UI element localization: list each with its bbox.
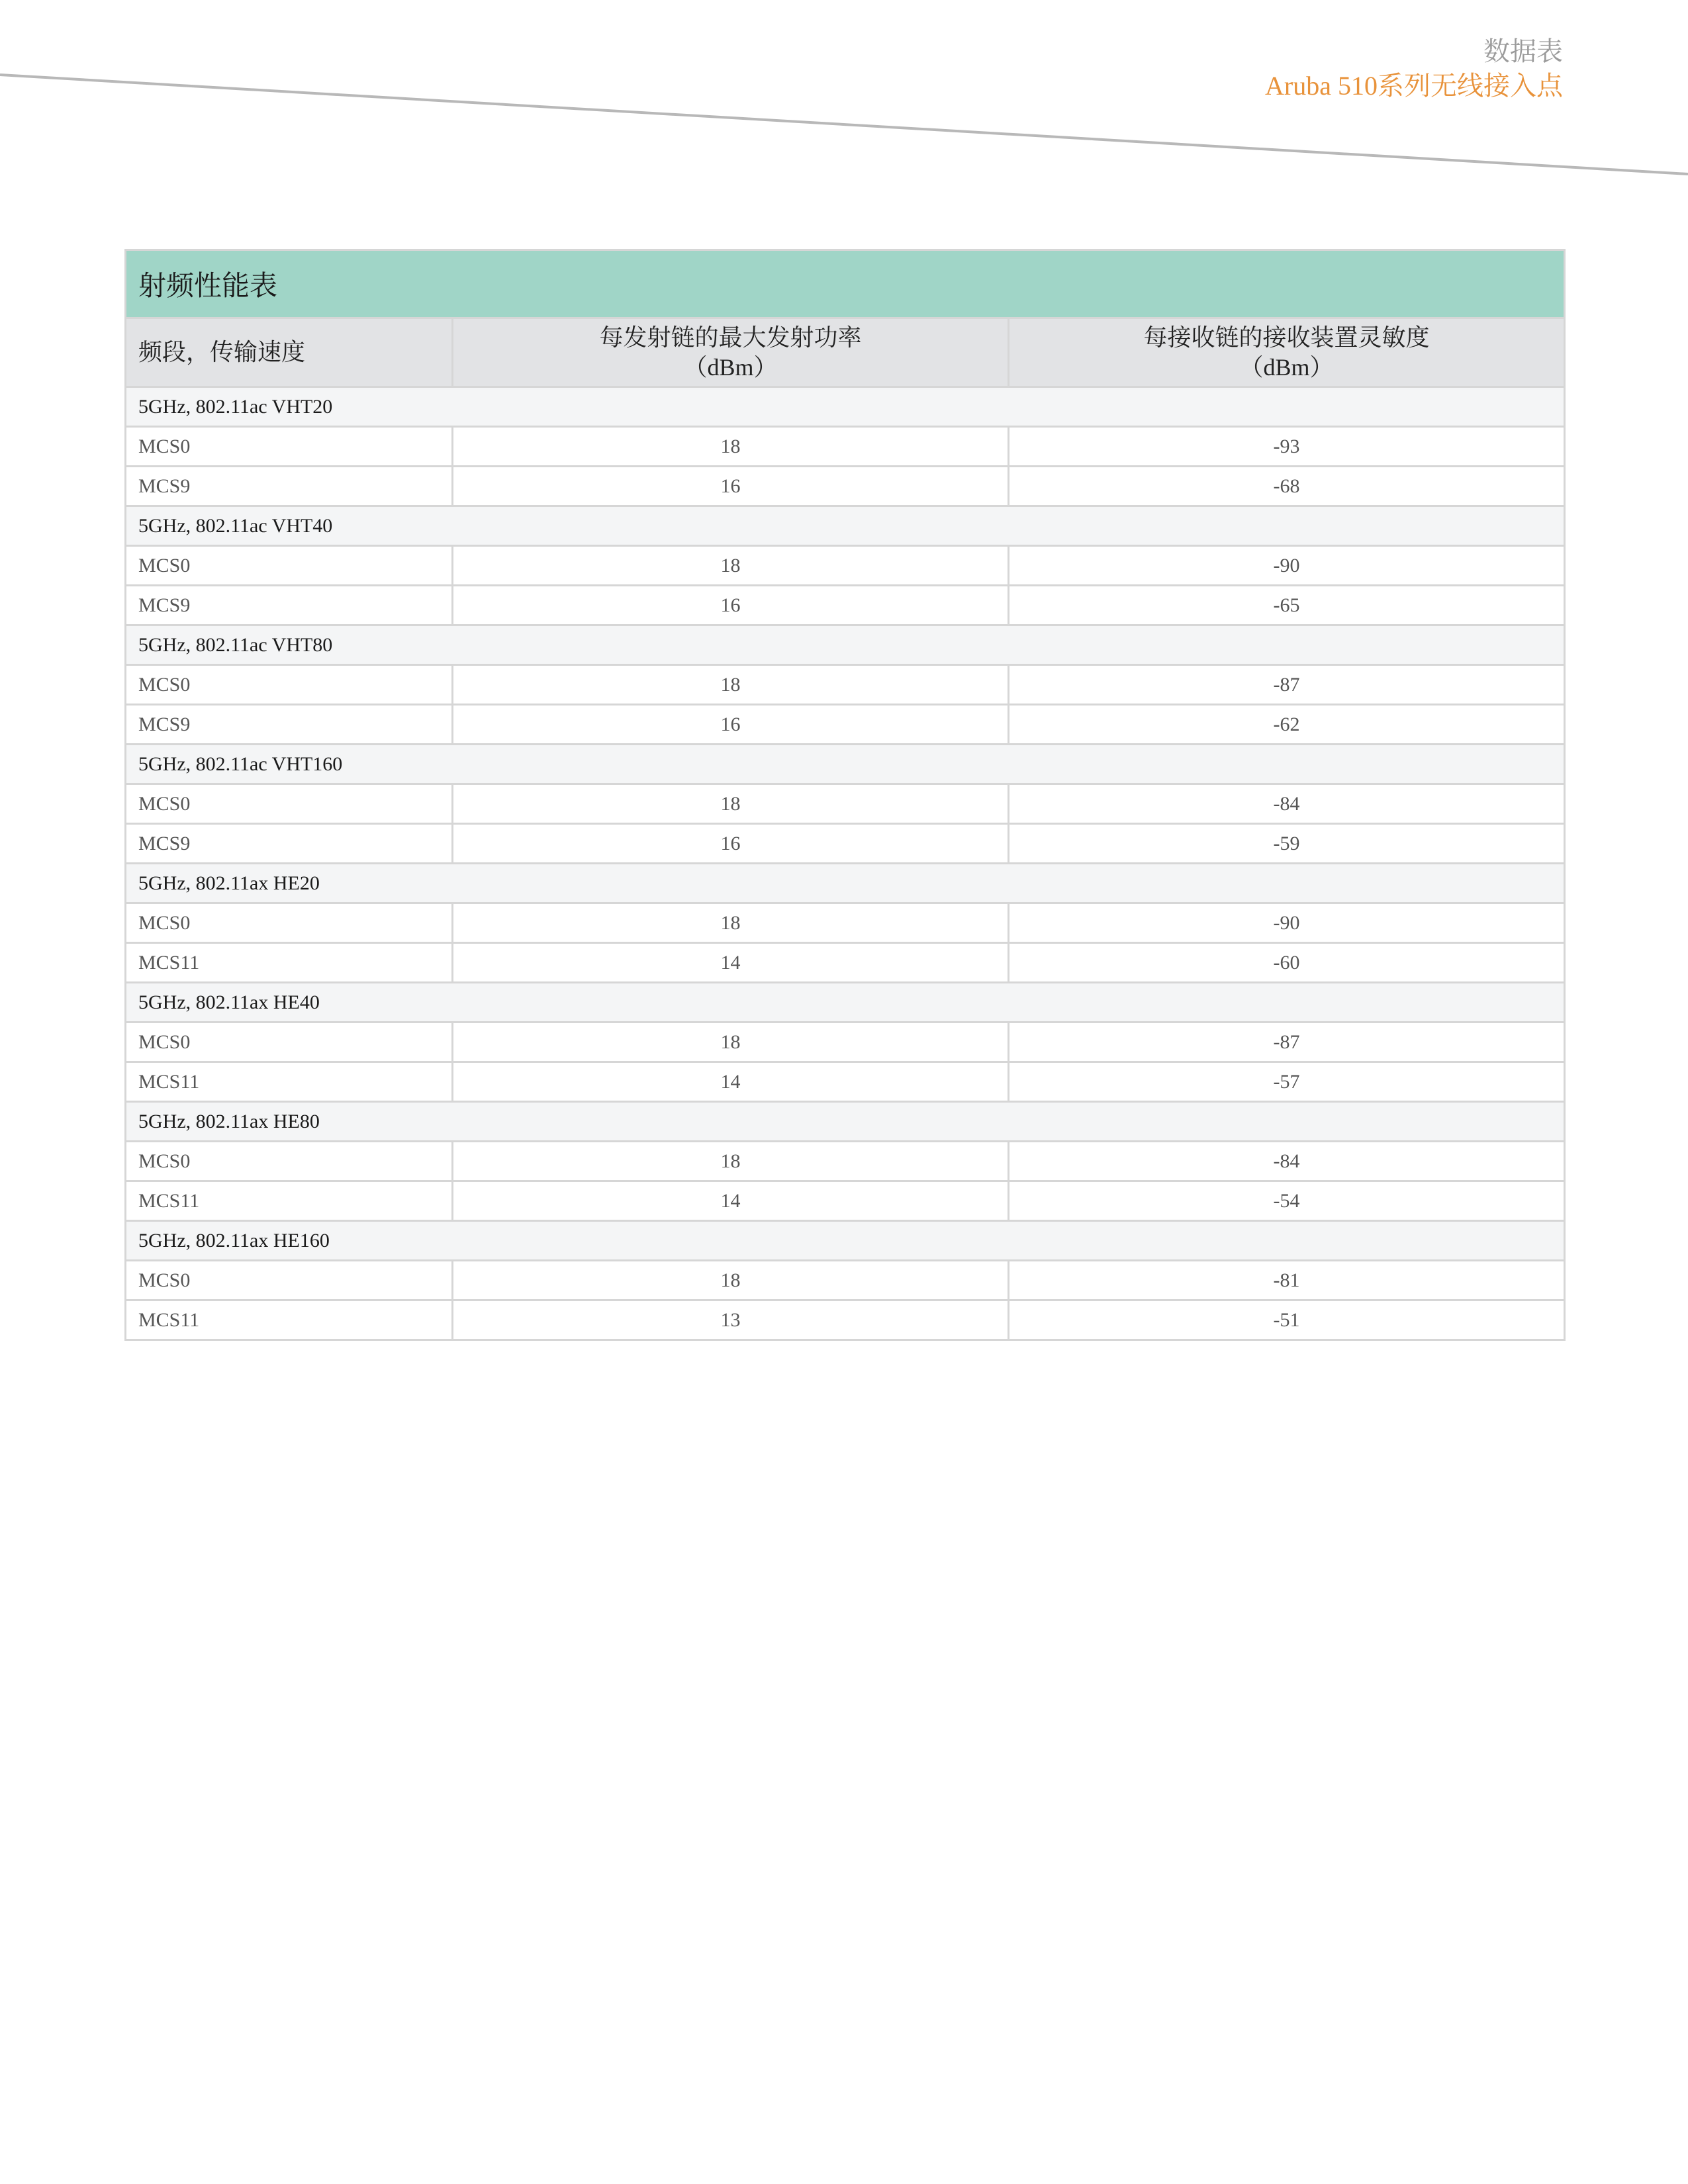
rx-sensitivity-cell: -87: [1009, 665, 1565, 705]
table-group-row: [126, 864, 1565, 903]
group-label: 5GHz, 802.11ac VHT40: [126, 506, 1565, 546]
group-label: 5GHz, 802.11ac VHT160: [126, 745, 1565, 784]
table-row: [126, 1023, 1565, 1062]
mcs-cell: MCS0: [126, 1023, 453, 1062]
column-header-rx-sensitivity: [1009, 318, 1565, 387]
table-row: [126, 427, 1565, 467]
rx-sensitivity-cell: -60: [1009, 943, 1565, 983]
mcs-cell: MCS11: [126, 943, 453, 983]
rx-sensitivity-cell: -87: [1009, 1023, 1565, 1062]
mcs-cell: MCS0: [126, 784, 453, 824]
tx-power-cell: 18: [453, 1261, 1009, 1300]
column-header-max-tx-power-title: 每发射链的最大发射功率: [599, 324, 862, 351]
table-row: [126, 467, 1565, 506]
group-label: 5GHz, 802.11ac VHT80: [126, 625, 1565, 665]
table-group-row: [126, 983, 1565, 1023]
rx-sensitivity-cell: -84: [1009, 1142, 1565, 1181]
rx-sensitivity-cell: -90: [1009, 903, 1565, 943]
table-header-row: [126, 318, 1565, 387]
mcs-cell: MCS0: [126, 1261, 453, 1300]
mcs-cell: MCS9: [126, 705, 453, 745]
table-group-row: [126, 1221, 1565, 1261]
rx-sensitivity-cell: -51: [1009, 1300, 1565, 1340]
tx-power-cell: 18: [453, 427, 1009, 467]
rx-sensitivity-cell: -93: [1009, 427, 1565, 467]
table-title-row: [126, 250, 1565, 318]
table-group-row: [126, 1102, 1565, 1142]
tx-power-cell: 14: [453, 943, 1009, 983]
document-type-label: 数据表: [1483, 36, 1563, 67]
mcs-cell: MCS9: [126, 824, 453, 864]
rx-sensitivity-cell: -81: [1009, 1261, 1565, 1300]
column-header-rx-sensitivity-unit: （dBm）: [1239, 353, 1334, 381]
mcs-cell: MCS9: [126, 586, 453, 625]
rx-sensitivity-cell: -68: [1009, 467, 1565, 506]
table-row: [126, 824, 1565, 864]
tx-power-cell: 14: [453, 1062, 1009, 1102]
tx-power-cell: 18: [453, 903, 1009, 943]
tx-power-cell: 18: [453, 546, 1009, 586]
mcs-cell: MCS0: [126, 665, 453, 705]
mcs-cell: MCS0: [126, 546, 453, 586]
rx-sensitivity-cell: -90: [1009, 546, 1565, 586]
table-row: [126, 705, 1565, 745]
table-row: [126, 1181, 1565, 1221]
table-row: [126, 1062, 1565, 1102]
tx-power-cell: 16: [453, 824, 1009, 864]
group-label: 5GHz, 802.11ax HE20: [126, 864, 1565, 903]
table-group-row: [126, 506, 1565, 546]
table-group-row: [126, 387, 1565, 427]
mcs-cell: MCS11: [126, 1181, 453, 1221]
group-label: 5GHz, 802.11ax HE160: [126, 1221, 1565, 1261]
group-label: 5GHz, 802.11ax HE40: [126, 983, 1565, 1023]
mcs-cell: MCS11: [126, 1062, 453, 1102]
tx-power-cell: 18: [453, 784, 1009, 824]
table-row: [126, 665, 1565, 705]
mcs-cell: MCS11: [126, 1300, 453, 1340]
table-row: [126, 1261, 1565, 1300]
table-row: [126, 784, 1565, 824]
table-group-row: [126, 625, 1565, 665]
product-name: Aruba 510系列无线接入点: [1265, 71, 1563, 101]
rx-sensitivity-cell: -65: [1009, 586, 1565, 625]
tx-power-cell: 18: [453, 1023, 1009, 1062]
column-header-rx-sensitivity-title: 每接收链的接收装置灵敏度: [1143, 324, 1430, 351]
tx-power-cell: 13: [453, 1300, 1009, 1340]
document-header: [1265, 34, 1563, 103]
rx-sensitivity-cell: -84: [1009, 784, 1565, 824]
column-header-band-rate: 频段，传输速度: [126, 318, 453, 387]
group-label: 5GHz, 802.11ax HE80: [126, 1102, 1565, 1142]
mcs-cell: MCS0: [126, 427, 453, 467]
tx-power-cell: 16: [453, 467, 1009, 506]
column-header-max-tx-power: [453, 318, 1009, 387]
rx-sensitivity-cell: -62: [1009, 705, 1565, 745]
table-row: [126, 546, 1565, 586]
tx-power-cell: 18: [453, 665, 1009, 705]
table-row: [126, 1300, 1565, 1340]
tx-power-cell: 14: [453, 1181, 1009, 1221]
table-row: [126, 586, 1565, 625]
table-title: 射频性能表: [126, 250, 1565, 318]
mcs-cell: MCS0: [126, 903, 453, 943]
mcs-cell: MCS9: [126, 467, 453, 506]
rx-sensitivity-cell: -59: [1009, 824, 1565, 864]
tx-power-cell: 18: [453, 1142, 1009, 1181]
mcs-cell: MCS0: [126, 1142, 453, 1181]
group-label: 5GHz, 802.11ac VHT20: [126, 387, 1565, 427]
rx-sensitivity-cell: -54: [1009, 1181, 1565, 1221]
column-header-max-tx-power-unit: （dBm）: [683, 353, 778, 381]
table-row: [126, 943, 1565, 983]
rf-performance-table: [124, 249, 1566, 1341]
table-row: [126, 1142, 1565, 1181]
rx-sensitivity-cell: -57: [1009, 1062, 1565, 1102]
table-group-row: [126, 745, 1565, 784]
table-row: [126, 903, 1565, 943]
tx-power-cell: 16: [453, 586, 1009, 625]
tx-power-cell: 16: [453, 705, 1009, 745]
